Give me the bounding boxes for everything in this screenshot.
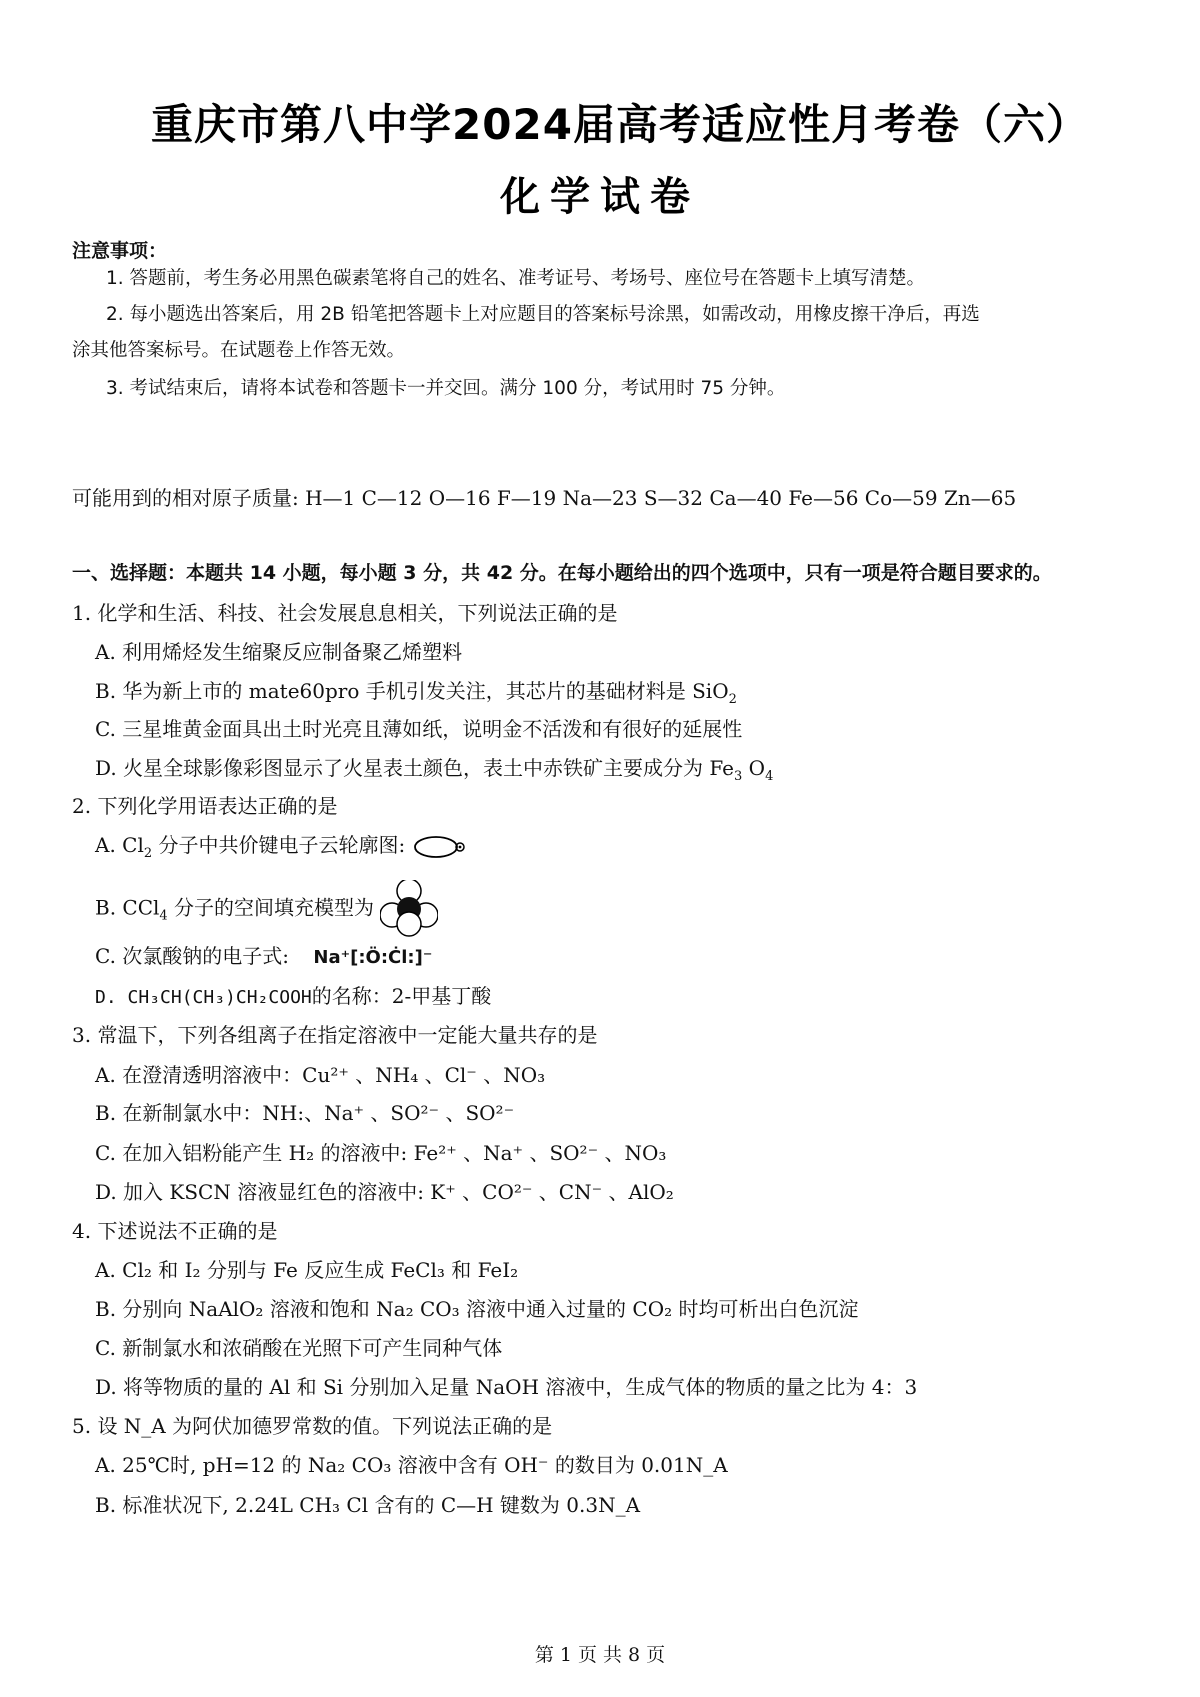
notice-item-1: 1. 答题前，考生务必用黑色碳素笔将自己的姓名、准考证号、考场号、座位号在答题卡上填写清楚。 (106, 268, 926, 289)
question-4-option-c: C. 新制氯水和浓硝酸在光照下可产生同种气体 (95, 1336, 503, 1360)
question-5-option-a: A. 25℃时, pH=12 的 Na₂ CO₃ 溶液中含有 OH⁻ 的数目为 0.01N_A (95, 1453, 728, 1477)
question-5-option-b: B. 标准状况下, 2.24L CH₃ Cl 含有的 C—H 键数为 0.3N_A (95, 1493, 641, 1517)
electron-cloud-diagram (412, 834, 468, 860)
question-3-option-a: A. 在澄清透明溶液中：Cu²⁺ 、NH₄ 、Cl⁻ 、NO₃ (95, 1063, 546, 1087)
question-1-option-a: A. 利用烯烃发生缩聚反应制备聚乙烯塑料 (95, 640, 463, 664)
question-2-option-b: B. CCl$_4$ 分子的空间填充模型为 (95, 880, 438, 938)
question-4-option-b: B. 分别向 NaAlO₂ 溶液和饱和 Na₂ CO₃ 溶液中通入过量的 CO₂ 时均可析出白色沉淀 (95, 1297, 859, 1321)
question-4-option-a: A. Cl₂ 和 I₂ 分别与 Fe 反应生成 FeCl₃ 和 FeI₂ (95, 1258, 519, 1282)
exam-title: 重庆市第八中学2024届高考适应性月考卷（六） (151, 100, 1089, 149)
notice-item-2b: 涂其他答案标号。在试题卷上作答无效。 (72, 340, 406, 361)
question-3-option-c: C. 在加入铝粉能产生 H₂ 的溶液中: Fe²⁺ 、Na⁺ 、SO²⁻ 、NO₃ (95, 1141, 667, 1165)
question-2-option-d: D. CH₃CH(CH₃)CH₂COOH的名称：2-甲基丁酸 (95, 984, 492, 1008)
question-1-option-b: B. 华为新上市的 mate60pro 手机引发关注，其芯片的基础材料是 SiO$_2$ (95, 679, 737, 707)
ccl4-space-filling-model (380, 880, 438, 938)
notice-item-2a: 2. 每小题选出答案后，用 2B 铅笔把答题卡上对应题目的答案标号涂黑，如需改动，用橡皮擦干净后，再选 (106, 304, 980, 325)
question-1-stem: 1. 化学和生活、科技、社会发展息息相关，下列说法正确的是 (72, 601, 618, 625)
question-1-option-c: C. 三星堆黄金面具出土时光亮且薄如纸，说明金不活泼和有很好的延展性 (95, 717, 743, 741)
question-3-stem: 3. 常温下，下列各组离子在指定溶液中一定能大量共存的是 (72, 1023, 598, 1047)
question-5-stem: 5. 设 N_A 为阿伏加德罗常数的值。下列说法正确的是 (72, 1414, 553, 1438)
notice-item-3: 3. 考试结束后，请将本试卷和答题卡一并交回。满分 100 分，考试用时 75 分钟。 (106, 378, 786, 399)
question-4-stem: 4. 下述说法不正确的是 (72, 1219, 278, 1243)
notice-heading: 注意事项： (72, 240, 168, 262)
page-footer: 第 1 页 共 8 页 (534, 1644, 666, 1666)
question-2-stem: 2. 下列化学用语表达正确的是 (72, 794, 338, 818)
exam-subtitle: 化学试卷 (500, 174, 700, 220)
atomic-masses: 可能用到的相对原子质量: H—1 C—12 O—16 F—19 Na—23 S—32 Ca—40 Fe—56 Co—59 Zn—65 (72, 486, 1017, 510)
question-1-option-d: D. 火星全球影像彩图显示了火星表土颜色，表土中赤铁矿主要成分为 $Fe_3$ $O_4$ (95, 756, 774, 784)
question-3-option-d: D. 加入 KSCN 溶液显红色的溶液中: K⁺ 、CO²⁻ 、CN⁻ 、AlO₂ (95, 1180, 674, 1204)
section-heading: 一、选择题：本题共 14 小题，每小题 3 分，共 42 分。在每小题给出的四个选项中，只有一项是符合题目要求的。 (72, 562, 1052, 584)
electron-formula: Na⁺[:Ö:Ċl:]⁻ (313, 947, 433, 968)
question-2-option-a: A. $Cl_2$ 分子中共价键电子云轮廓图: (95, 829, 468, 861)
question-3-option-b: B. 在新制氯水中：NH:、Na⁺ 、SO²⁻ 、SO²⁻ (95, 1101, 515, 1125)
question-2-option-c: C. 次氯酸钠的电子式: Na⁺[:Ö:Ċl:]⁻ (95, 944, 433, 968)
question-4-option-d: D. 将等物质的量的 Al 和 Si 分别加入足量 NaOH 溶液中，生成气体的物质的量之比为 4：3 (95, 1375, 918, 1399)
